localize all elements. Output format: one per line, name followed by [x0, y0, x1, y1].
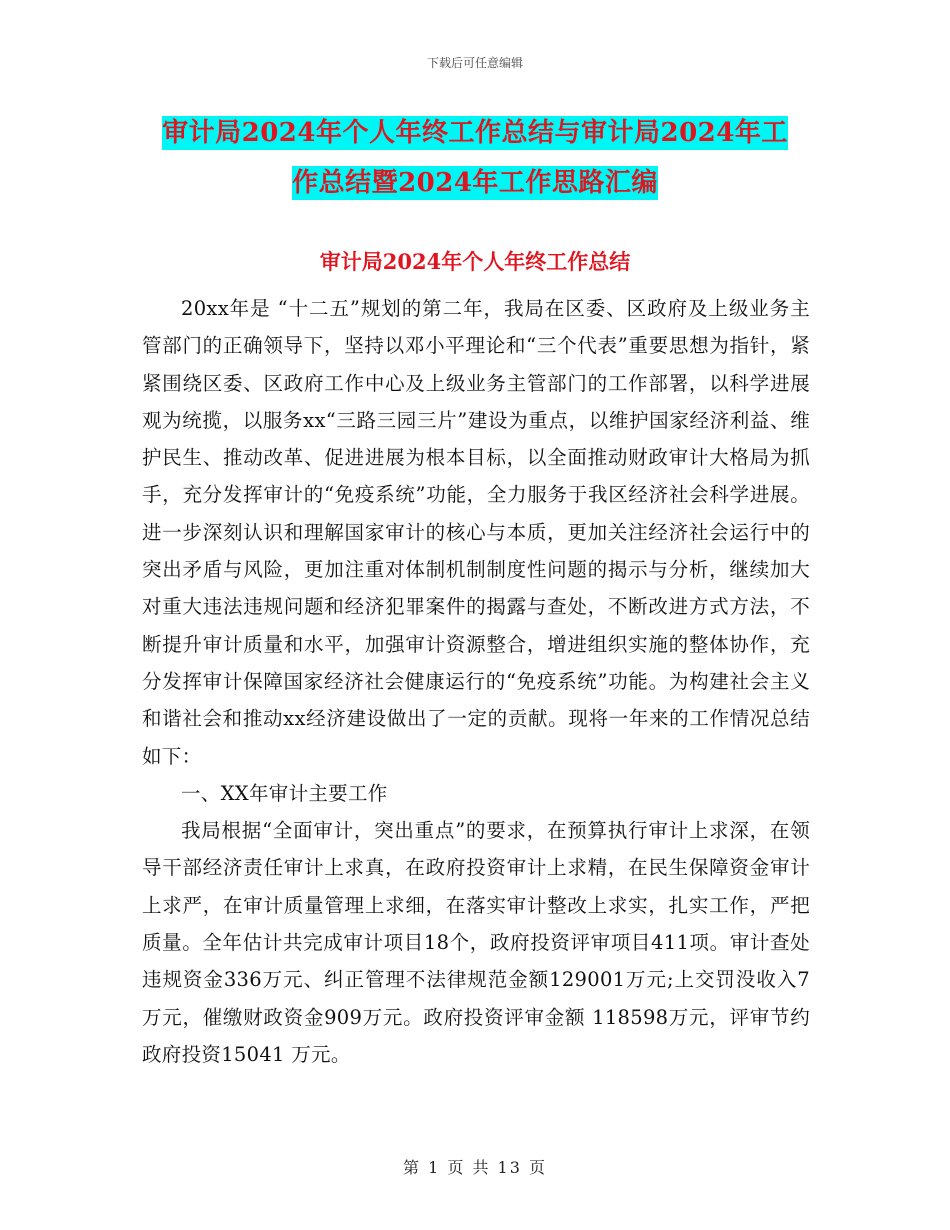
document-title [140, 108, 810, 208]
header-note: 下载后可任意编辑 [426, 56, 523, 70]
paragraph-heading: 一、XX年审计主要工作 [181, 781, 388, 805]
paragraph-intro: 20xx年是 “十二五”规划的第二年，我局在区委、区政府及上级业务主管部门的正确领导下，坚持以邓小平理论和“三个代表”重要思想为指针，紧紧围绕区委、区政府工作中心及上级业务主管部门的工作部署，以科学进展观为统揽，以服务xx“三路三园三片”建设为重点，以维护国家经济利益、维护民生、推动改革、促进进展为根本目标，以全面推动财政审计大格局为抓手，充分发挥审计的“免疫系统”功能，全力服务于我区经济社会科学进展。进一步深刻认识和理解国家审计的核心与本质，更加关注经济社会运行中的突出矛盾与风险，更加注重对体制机制制度性问题的揭示与分析，继续加大对重大违法违规问题和经济犯罪案件的揭露与查处，不断改进方式方法，不断提升审计质量和水平，加强审计资源整合，增进组织实施的整体协作，充分发挥审计保障国家经济社会健康运行的“免疫系统”功能。为构建社会主义和谐社会和推动xx经济建设做出了一定的贡献。现将一年来的工作情况总结如下： [142, 297, 810, 768]
title-line-1: 审计局2024年个人年终工作总结与审计局2024年工 [162, 118, 788, 148]
title-line-2: 作总结暨2024年工作思路汇编 [292, 168, 658, 198]
page-footer: 第 1 页 共 13 页 [403, 1158, 547, 1177]
section-title: 审计局2024年个人年终工作总结 [319, 249, 631, 274]
body-text [142, 290, 810, 1073]
paragraph-work: 我局根据“全面审计，突出重点”的要求，在预算执行审计上求深，在领导干部经济责任审计上求真，在政府投资审计上求精，在民生保障资金审计上求严，在审计质量管理上求细，在落实审计整改上求实，扎实工作，严把质量。全年估计共完成审计项目18个，政府投资评审项目411项。审计查处违规资金336万元、纠正管理不法律规范金额129001万元;上交罚没收入7 万元，催缴财政资金909万元。政府投资评审金额 118598万元，评审节约政府投资15041 万元。 [142, 819, 810, 1066]
